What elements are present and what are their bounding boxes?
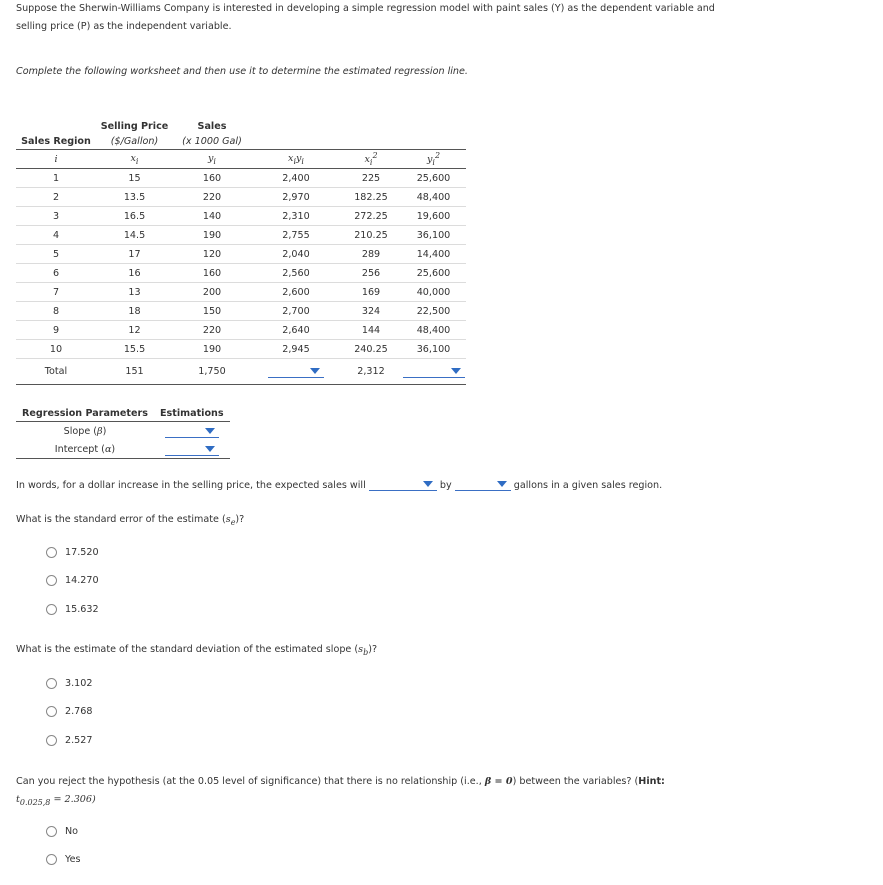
table-row: [16, 207, 466, 226]
symbol-y-squared: $y_i^2$: [426, 150, 441, 168]
cell-x2: 182.25: [341, 188, 401, 207]
cell-i: 4: [16, 226, 96, 245]
total-x: 151: [96, 359, 173, 385]
cell-xy: 2,560: [251, 264, 341, 283]
cell-y: 160: [173, 169, 251, 188]
cell-y2: 25,600: [401, 169, 466, 188]
words-suffix: gallons in a given sales region.: [513, 480, 663, 491]
cell-xy: 2,640: [251, 321, 341, 340]
table-row: [16, 283, 466, 302]
cell-x2: 240.25: [341, 340, 401, 359]
cell-x2: 289: [341, 245, 401, 264]
cell-i: 7: [16, 283, 96, 302]
cell-x: 15.5: [96, 340, 173, 359]
symbol-x: $x_i$: [130, 152, 139, 166]
amount-dropdown[interactable]: [455, 478, 511, 491]
cell-y2: 25,600: [401, 264, 466, 283]
cell-xy: 2,970: [251, 188, 341, 207]
slope-dropdown[interactable]: [165, 425, 219, 438]
cell-x2: 324: [341, 302, 401, 321]
cell-y: 140: [173, 207, 251, 226]
cell-x2: 272.25: [341, 207, 401, 226]
cell-x: 13: [96, 283, 173, 302]
cell-y2: 14,400: [401, 245, 466, 264]
cell-i: 8: [16, 302, 96, 321]
cell-y2: 48,400: [401, 188, 466, 207]
cell-y: 150: [173, 302, 251, 321]
intro-line-1: Suppose the Sherwin-Williams Company is interested in developing a simple regression model with paint sales (Y) as the dependent variable and: [16, 3, 715, 14]
cell-y: 120: [173, 245, 251, 264]
intercept-dropdown[interactable]: [165, 443, 219, 456]
cell-y2: 36,100: [401, 226, 466, 245]
table-row: [16, 321, 466, 340]
cell-xy: 2,040: [251, 245, 341, 264]
cell-y: 190: [173, 226, 251, 245]
instruction-text: Complete the following worksheet and then use it to determine the estimated regression line.: [16, 66, 468, 77]
cell-x2: 210.25: [341, 226, 401, 245]
chevron-down-icon: [205, 446, 215, 452]
words-by: by: [439, 480, 452, 491]
cell-i: 6: [16, 264, 96, 283]
radio-icon[interactable]: [46, 678, 57, 689]
table-row: [16, 226, 466, 245]
cell-xy: 2,310: [251, 207, 341, 226]
words-prefix: In words, for a dollar increase in the selling price, the expected sales will: [16, 480, 366, 491]
table-row: [16, 302, 466, 321]
symbol-x-squared: $x_i^2$: [364, 150, 378, 168]
cell-i: 5: [16, 245, 96, 264]
intro-text: [16, 0, 876, 36]
total-x-squared: 2,312: [341, 359, 401, 385]
sb-option-3[interactable]: 2.527: [46, 733, 92, 747]
cell-i: 3: [16, 207, 96, 226]
total-y-squared-dropdown[interactable]: [403, 365, 465, 378]
header-regression-parameters: Regression Parameters: [16, 405, 154, 422]
cell-x: 15: [96, 169, 173, 188]
question-standard-error: What is the standard error of the estimate $(s_e)$?: [16, 514, 245, 527]
intercept-label: Intercept (α): [16, 440, 154, 459]
total-xy-dropdown[interactable]: [268, 365, 324, 378]
words-sentence: [16, 478, 662, 491]
chevron-down-icon: [497, 481, 507, 487]
cell-x: 14.5: [96, 226, 173, 245]
chevron-down-icon: [310, 368, 320, 374]
cell-i: 1: [16, 169, 96, 188]
slope-label: Slope (β): [63, 425, 107, 437]
question-slope-sd: What is the estimate of the standard deviation of the estimated slope $(s_b)$?: [16, 644, 378, 657]
cell-xy: 2,600: [251, 283, 341, 302]
table-row: [16, 264, 466, 283]
cell-xy: 2,945: [251, 340, 341, 359]
cell-x2: 225: [341, 169, 401, 188]
cell-y: 200: [173, 283, 251, 302]
direction-dropdown[interactable]: [369, 478, 437, 491]
total-label: Total: [16, 359, 96, 385]
cell-x2: 144: [341, 321, 401, 340]
cell-y: 190: [173, 340, 251, 359]
header-price-unit: ($/Gallon): [110, 136, 159, 147]
cell-y2: 40,000: [401, 283, 466, 302]
cell-y2: 19,600: [401, 207, 466, 226]
header-sales: Sales: [197, 121, 227, 132]
cell-i: 10: [16, 340, 96, 359]
header-sales-region: Sales Region: [21, 136, 91, 147]
cell-y2: 36,100: [401, 340, 466, 359]
radio-icon[interactable]: [46, 735, 57, 746]
table-row: [16, 340, 466, 359]
cell-y: 160: [173, 264, 251, 283]
hyp-option-no[interactable]: No: [46, 824, 78, 838]
header-sales-unit: (x 1000 Gal): [182, 136, 242, 147]
radio-icon[interactable]: [46, 706, 57, 717]
radio-icon[interactable]: [46, 575, 57, 586]
header-estimations: Estimations: [154, 405, 230, 422]
cell-x2: 169: [341, 283, 401, 302]
cell-x: 16: [96, 264, 173, 283]
question-hypothesis: Can you reject the hypothesis (at the 0.05 level of significance) that there is no relationship (i.e., β = 0) between the variables? (Hint: $t_{0.025,8} = 2.306$): [16, 776, 665, 807]
sb-option-2[interactable]: 2.768: [46, 704, 92, 718]
table-row: [16, 169, 466, 188]
chevron-down-icon: [451, 368, 461, 374]
total-y: 1,750: [173, 359, 251, 385]
hyp-option-yes[interactable]: Yes: [46, 852, 81, 866]
cell-x: 13.5: [96, 188, 173, 207]
symbol-xy: $x_iy_i$: [288, 152, 304, 166]
radio-icon[interactable]: [46, 547, 57, 558]
cell-y: 220: [173, 321, 251, 340]
header-selling-price: Selling Price: [100, 121, 169, 132]
cell-y2: 48,400: [401, 321, 466, 340]
sb-option-1[interactable]: 3.102: [46, 676, 92, 690]
cell-x: 17: [96, 245, 173, 264]
cell-x2: 256: [341, 264, 401, 283]
cell-xy: 2,400: [251, 169, 341, 188]
cell-y: 220: [173, 188, 251, 207]
cell-x: 16.5: [96, 207, 173, 226]
chevron-down-icon: [205, 428, 215, 434]
chevron-down-icon: [423, 481, 433, 487]
radio-icon[interactable]: [46, 604, 57, 615]
cell-y2: 22,500: [401, 302, 466, 321]
intro-line-2: selling price (P) as the independent variable.: [16, 21, 232, 32]
se-option-1[interactable]: 17.520: [46, 545, 99, 559]
cell-x: 12: [96, 321, 173, 340]
cell-x: 18: [96, 302, 173, 321]
symbol-i: i: [54, 153, 58, 165]
se-option-3[interactable]: 15.632: [46, 602, 99, 616]
table-row: [16, 188, 466, 207]
radio-icon[interactable]: [46, 826, 57, 837]
se-option-2[interactable]: 14.270: [46, 573, 99, 587]
symbol-y: $y_i$: [208, 152, 216, 166]
table-row: [16, 245, 466, 264]
cell-xy: 2,700: [251, 302, 341, 321]
radio-icon[interactable]: [46, 854, 57, 865]
cell-xy: 2,755: [251, 226, 341, 245]
cell-i: 2: [16, 188, 96, 207]
regression-table: [16, 405, 230, 459]
worksheet-table: [16, 119, 466, 385]
cell-i: 9: [16, 321, 96, 340]
